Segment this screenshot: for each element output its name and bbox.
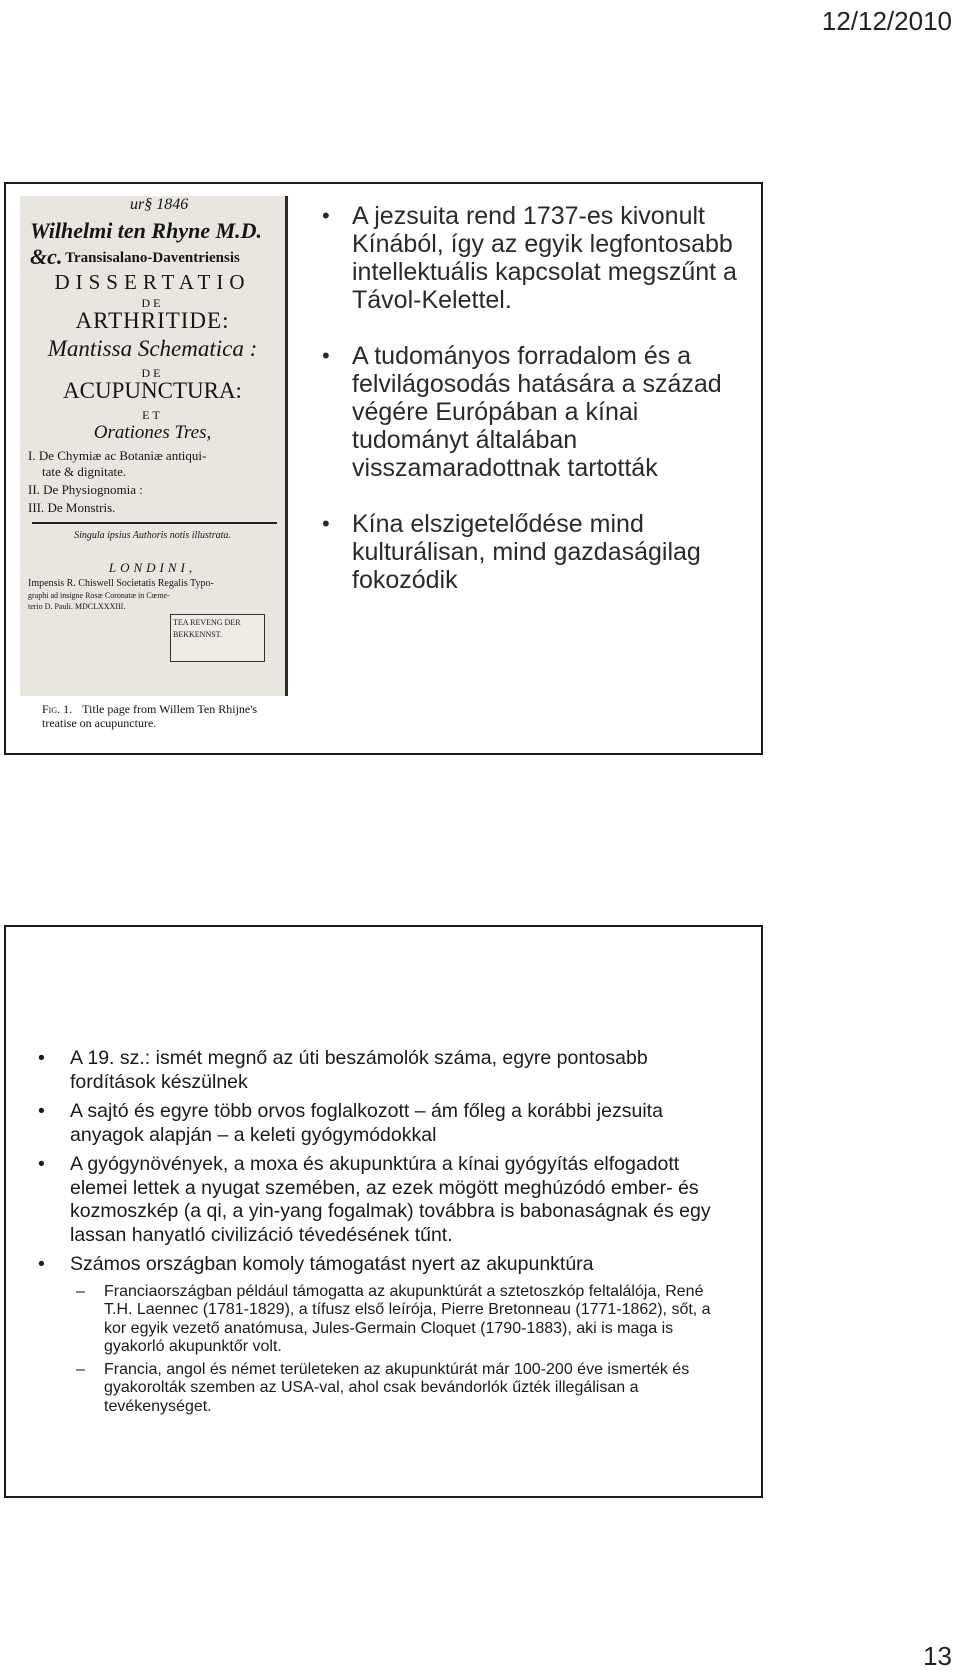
title-page-de-1: DE [141, 296, 164, 310]
figure-caption [42, 702, 282, 730]
bullet-text: A 19. sz.: ismét megnő az úti beszámolók száma, egyre pontosabb fordítások készülnek [70, 1047, 648, 1093]
bullet-dot: • [38, 1047, 45, 1069]
title-page-item-2: II. De Physiognomia : [28, 482, 143, 497]
title-page-figure [20, 196, 288, 696]
bullet-text: A sajtó és egyre több orvos foglalkozott – ám főleg a korábbi jezsuita anyagok alapján – a keleti gyógymódokkal [70, 1100, 663, 1146]
slide-1-bullets [316, 202, 756, 622]
bullet-text: Kína elszigetelődése mind kulturálisan, mind gazdaságilag fokozódik [352, 510, 701, 594]
bullet-dot: • [322, 203, 330, 228]
bullet-dot: • [38, 1253, 45, 1275]
slide-2-bullets [34, 1047, 734, 1422]
title-page-impensis-3: terio D. Pauli. MDCLXXXIII. [28, 602, 126, 611]
bullet-item [34, 1100, 734, 1147]
slide-2 [4, 925, 763, 1498]
bullet-dot: • [38, 1100, 45, 1122]
bullet-item [316, 202, 756, 314]
title-page-item-1: I. De Chymiæ ac Botaniæ antiqui- [28, 448, 207, 463]
bullet-item [316, 510, 756, 594]
figure-caption-text: Title page from Willem Ten Rhijne's treatise on acupuncture. [42, 702, 258, 730]
bullet-text: A gyógynövények, a moxa és akupunktúra a kínai gyógyítás elfogadott elemei lettek a nyugat szemében, az ezek mögött meghúzódó ember- és kozmoszkép (a qi, a yin-yang fogalmak) továbbra is babonaságnak és egy lassan hanyatló civilizáció tévedésének tűnt. [70, 1153, 711, 1246]
bullet-dot: • [38, 1153, 45, 1175]
title-page-acupunctura: ACUPUNCTURA: [63, 378, 242, 403]
title-page-dissertatio: DISSERTATIO [54, 270, 251, 294]
title-page-orationes: Orationes Tres, [93, 422, 212, 443]
title-page-impensis: Impensis R. Chiswell Societatis Regalis Typo- [28, 578, 214, 589]
title-page-singula: Singula ipsius Authoris notis illustrata. [74, 530, 231, 541]
library-stamp: TEA REVENG DER BEKKENNST. [170, 614, 265, 662]
bullet-item [34, 1253, 734, 1416]
title-page-mantissa: Mantissa Schematica : [47, 336, 258, 361]
sub-bullet-text: Francia, angol és német területeken az akupunktúrát már 100-200 éve ismerték és gyakorolták szemben az USA-val, ahol csak bevándorlók űzték illegálisan a tevékenységet. [104, 1360, 690, 1415]
slide-1 [4, 182, 763, 755]
figure-caption-label: Fig. 1. [42, 702, 73, 716]
bullet-item [34, 1047, 734, 1094]
dash-marker: – [76, 1360, 85, 1378]
title-page-arthritide: ARTHRITIDE: [75, 308, 230, 333]
sub-bullets [70, 1283, 734, 1417]
header-date: 12/12/2010 [821, 6, 952, 36]
title-page-impensis-2: graphi ad insigne Rosæ Coronatæ in Cœme- [28, 591, 170, 600]
bullet-text: Számos országban komoly támogatást nyert az akupunktúra [70, 1253, 594, 1275]
title-page-origin: Transisalano-Daventriensis [65, 250, 240, 266]
bullet-text: A tudományos forradalom és a felvilágosodás hatására a század végére Európában a kínai tudományt általában visszamaradottnak tartották [352, 342, 722, 482]
bullet-item [316, 342, 756, 482]
title-page-image [20, 196, 288, 696]
title-page-author: Wilhelmi ten Rhyne M.D. &c. [30, 218, 263, 269]
title-page-de-2: DE [141, 366, 164, 380]
title-page-rule [32, 522, 277, 524]
sub-bullet-item [70, 1361, 734, 1417]
handwritten-note: ur§ 1846 [130, 196, 189, 213]
bullet-item [34, 1153, 734, 1247]
page-number: 13 [923, 1641, 952, 1671]
title-page-item-3: III. De Monstris. [28, 500, 116, 515]
bullet-text: A jezsuita rend 1737-es kivonult Kínából, így az egyik legfontosabb intellektuális kapcsolat megszűnt a Távol-Kelettel. [352, 202, 737, 314]
bullet-dot: • [322, 343, 330, 368]
title-page-et: ET [142, 408, 163, 422]
sub-bullet-item [70, 1283, 734, 1357]
dash-marker: – [76, 1282, 85, 1300]
title-page-londini: LONDINI, [108, 560, 197, 575]
title-page-item-1b: tate & dignitate. [42, 464, 127, 479]
sub-bullet-text: Franciaországban például támogatta az akupunktúrát a sztetoszkóp feltalálója, René T.H. Laennec (1781-1829), a tífusz első leírója, Pierre Bretonneau (1771-1862), sőt, a kor egyik vezető anatómusa, Jules-Germain Cloquet (1790-1883), aki is maga is gyakorló akupunktőr volt. [104, 1282, 711, 1355]
bullet-dot: • [322, 511, 330, 536]
